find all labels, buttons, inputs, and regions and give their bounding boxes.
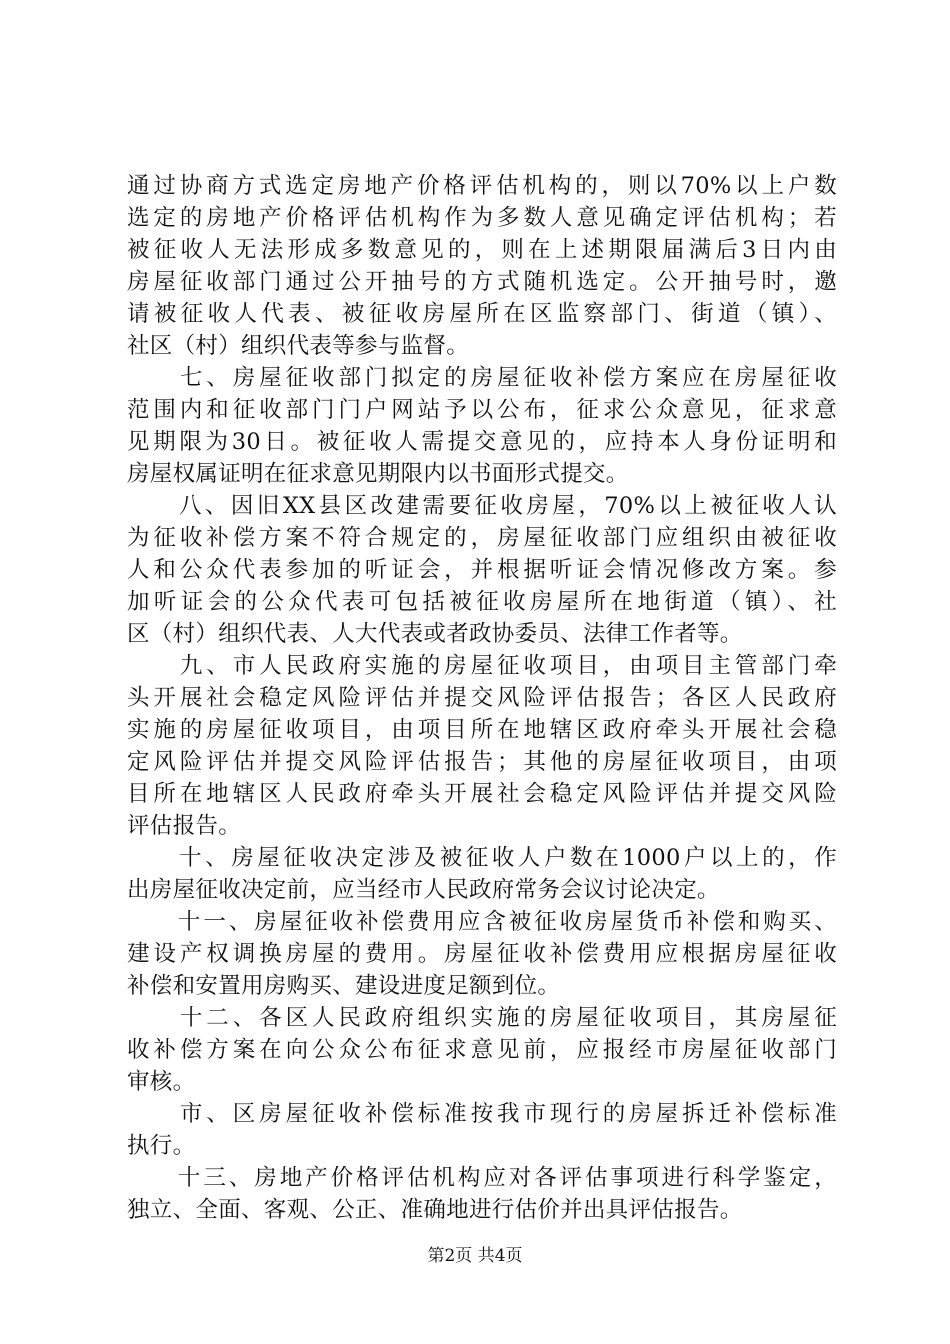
text-line: 审核。 xyxy=(127,1069,196,1095)
text-line: 房屋征收部门通过公开抽号的方式随机选定。公开抽号时，邀 xyxy=(127,269,837,295)
text-line: 九、市人民政府实施的房屋征收项目，由项目主管部门牵 xyxy=(127,653,837,679)
text-line: 建设产权调换房屋的费用。房屋征收补偿费用应根据房屋征收 xyxy=(127,941,837,967)
text-line: 八、因旧XX县区改建需要征收房屋，70%以上被征收人认 xyxy=(127,493,837,519)
document-body xyxy=(127,170,837,1226)
text-line: 头开展社会稳定风险评估并提交风险评估报告；各区人民政府 xyxy=(127,685,837,711)
text-line: 定风险评估并提交风险评估报告；其他的房屋征收项目，由项 xyxy=(127,749,837,775)
text-line: 区（村）组织代表、人大代表或者政协委员、法律工作者等。 xyxy=(127,621,743,647)
text-line: 人和公众代表参加的听证会，并根据听证会情况修改方案。参 xyxy=(127,557,837,583)
text-line: 收补偿方案在向公众公布征求意见前，应报经市房屋征收部门 xyxy=(127,1037,837,1063)
text-line: 评估报告。 xyxy=(127,813,242,839)
text-line: 补偿和安置用房购买、建设进度足额到位。 xyxy=(127,973,561,999)
text-line: 实施的房屋征收项目，由项目所在地辖区政府牵头开展社会稳 xyxy=(127,717,837,743)
text-line: 社区（村）组织代表等参与监督。 xyxy=(127,333,470,359)
text-line: 十二、各区人民政府组织实施的房屋征收项目，其房屋征 xyxy=(127,1005,837,1031)
text-line: 加听证会的公众代表可包括被征收房屋所在地街道（镇）、社 xyxy=(127,589,837,615)
text-line: 选定的房地产价格评估机构作为多数人意见确定评估机构；若 xyxy=(127,205,837,231)
text-line: 执行。 xyxy=(127,1133,196,1159)
text-line: 市、区房屋征收补偿标准按我市现行的房屋拆迁补偿标准 xyxy=(127,1101,837,1127)
text-line: 请被征收人代表、被征收房屋所在区监察部门、街道（镇）、 xyxy=(127,301,837,327)
text-line: 出房屋征收决定前，应当经市人民政府常务会议讨论决定。 xyxy=(127,877,720,903)
text-line: 十一、房屋征收补偿费用应含被征收房屋货币补偿和购买、 xyxy=(127,909,837,935)
text-line: 通过协商方式选定房地产价格评估机构的，则以70%以上户数 xyxy=(127,173,837,199)
text-line: 十、房屋征收决定涉及被征收人户数在1000户以上的，作 xyxy=(127,845,837,871)
text-line: 独立、全面、客观、公正、准确地进行估价并出具评估报告。 xyxy=(127,1197,743,1223)
text-line: 范围内和征收部门门户网站予以公布，征求公众意见，征求意 xyxy=(127,397,837,423)
text-line: 为征收补偿方案不符合规定的，房屋征收部门应组织由被征收 xyxy=(127,525,837,551)
text-line: 目所在地辖区人民政府牵头开展社会稳定风险评估并提交风险 xyxy=(127,781,837,807)
page-number-footer: 第2页 共4页 xyxy=(427,1246,523,1266)
text-line: 被征收人无法形成多数意见的，则在上述期限届满后3日内由 xyxy=(127,237,837,263)
text-line: 七、房屋征收部门拟定的房屋征收补偿方案应在房屋征收 xyxy=(127,365,837,391)
text-line: 房屋权属证明在征求意见期限内以书面形式提交。 xyxy=(127,461,629,487)
text-line: 十三、房地产价格评估机构应对各评估事项进行科学鉴定， xyxy=(127,1165,837,1191)
text-line: 见期限为30日。被征收人需提交意见的，应持本人身份证明和 xyxy=(127,429,837,455)
